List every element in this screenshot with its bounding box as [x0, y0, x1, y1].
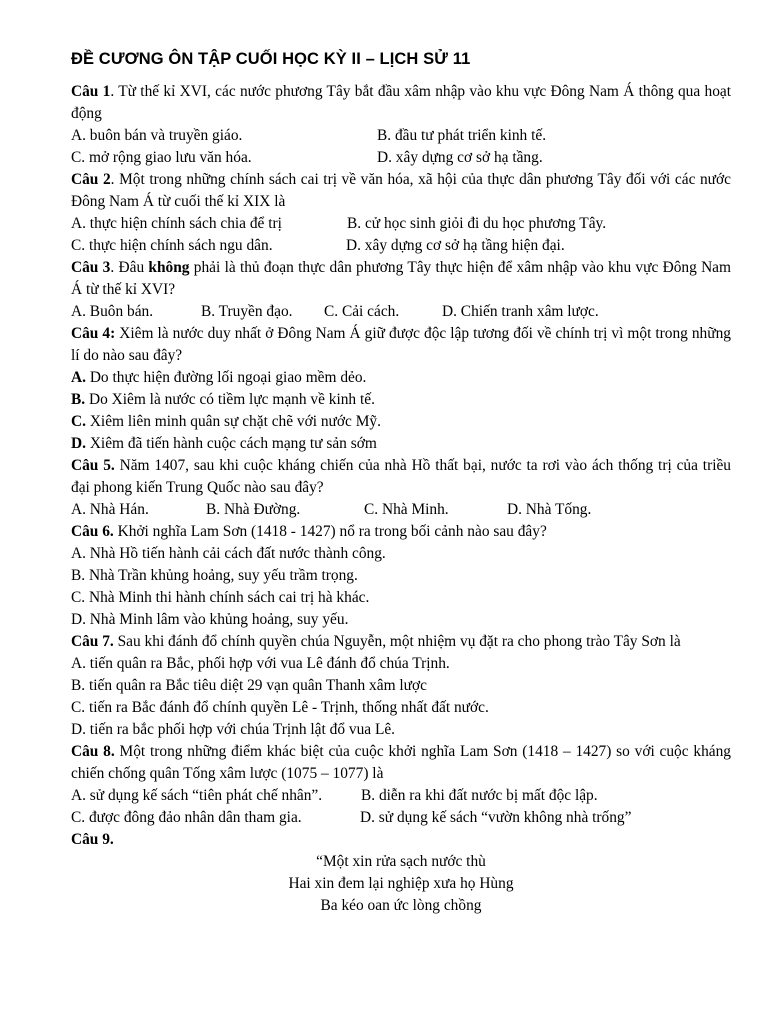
option-b: B. Nhà Đường.: [206, 501, 301, 518]
option-c: C. Nhà Minh.: [364, 501, 449, 518]
option-b: B. Truyền đạo.: [201, 303, 293, 320]
option-c: C. thực hiện chính sách ngu dân.: [71, 237, 273, 254]
question-label: Câu 8.: [71, 743, 115, 760]
question-text: Khởi nghĩa Lam Sơn (1418 - 1427) nổ ra trong bối cảnh nào sau đây?: [113, 523, 547, 540]
option-a: A. tiến quân ra Bắc, phối hợp với vua Lê đánh đổ chúa Trịnh.: [71, 655, 450, 672]
question-text-pre: . Đâu: [110, 259, 149, 276]
question-6: [71, 521, 731, 543]
option-a: A. sử dụng kế sách “tiên phát chế nhân”.: [71, 787, 323, 804]
option-c: C. được đông đảo nhân dân tham gia.: [71, 809, 302, 826]
options-row: [71, 499, 731, 521]
question-4: [71, 323, 731, 367]
option-text: Xiêm đã tiến hành cuộc cách mạng tư sản sớm: [85, 435, 377, 452]
option-c: C. Nhà Minh thi hành chính sách cai trị hà khác.: [71, 589, 370, 606]
option-d: D. Nhà Minh lâm vào khủng hoảng, suy yếu.: [71, 611, 349, 628]
options-row: [71, 235, 731, 257]
question-label: Câu 5.: [71, 457, 115, 474]
option-text: Xiêm liên minh quân sự chặt chẽ với nước Mỹ.: [85, 413, 381, 430]
question-list: [71, 81, 731, 917]
question-9: [71, 829, 731, 851]
question-label: Câu 3: [71, 259, 111, 276]
question-label: Câu 2: [71, 171, 111, 188]
question-text: Năm 1407, sau khi cuộc kháng chiến của nhà Hồ thất bại, nước ta rơi vào ách thống trị của triều đại phong kiến Trung Quốc nào sau đây?: [71, 457, 731, 496]
poem-line: Hai xin đem lại nghiệp xưa họ Hùng: [288, 875, 514, 892]
question-8: [71, 741, 731, 785]
question-label: Câu 1: [71, 83, 111, 100]
question-emphasis: không: [148, 259, 190, 276]
question-label: Câu 7.: [71, 633, 114, 650]
option-a: A. Nhà Hồ tiến hành cải cách đất nước thành công.: [71, 545, 386, 562]
option-c: [71, 411, 731, 433]
option-text: Do thực hiện đường lối ngoại giao mềm dẻo.: [85, 369, 367, 386]
option-text: Do Xiêm là nước có tiềm lực mạnh về kinh tế.: [85, 391, 375, 408]
options-row: [71, 213, 731, 235]
option-a: [71, 367, 731, 389]
question-label: Câu 6.: [71, 523, 114, 540]
option-d: D. Nhà Tống.: [507, 501, 592, 518]
option-b: B. Nhà Trần khủng hoảng, suy yếu trầm trọng.: [71, 567, 358, 584]
question-text: Một trong những điểm khác biệt của cuộc khởi nghĩa Lam Sơn (1418 – 1427) so với cuộc kháng chiến chống quân Tống xâm lược (1075 – 1077) là: [71, 743, 731, 782]
option-c: C. Cải cách.: [324, 303, 400, 320]
options-row: [71, 301, 731, 323]
option-b: B. diễn ra khi đất nước bị mất độc lập.: [361, 787, 598, 804]
option-key: C.: [71, 413, 86, 430]
document-title: ĐỀ CƯƠNG ÔN TẬP CUỐI HỌC KỲ II – LỊCH SỬ 11: [71, 50, 471, 68]
question-text: Xiêm là nước duy nhất ở Đông Nam Á giữ được độc lập tương đối về chính trị vì một trong những lí do nào sau đây?: [71, 325, 731, 364]
options-row: [71, 147, 731, 169]
question-3: [71, 257, 731, 301]
question-text: . Từ thế kỉ XVI, các nước phương Tây bắt đầu xâm nhập vào khu vực Đông Nam Á thông qua hoạt động: [71, 83, 731, 122]
option-a: A. buôn bán và truyền giáo.: [71, 127, 243, 144]
question-label: Câu 4:: [71, 325, 116, 342]
option-c: C. tiến ra Bắc đánh đổ chính quyền Lê - Trịnh, thống nhất đất nước.: [71, 699, 489, 716]
option-b: B. đầu tư phát triển kinh tế.: [377, 127, 547, 144]
option-d: D. xây dựng cơ sở hạ tầng hiện đại.: [346, 237, 565, 254]
options-row: [71, 125, 731, 147]
question-2: [71, 169, 731, 213]
option-key: B.: [71, 391, 86, 408]
option-key: D.: [71, 435, 86, 452]
option-c: C. mở rộng giao lưu văn hóa.: [71, 149, 252, 166]
question-5: [71, 455, 731, 499]
question-label: Câu 9.: [71, 831, 114, 848]
question-text: . Một trong những chính sách cai trị về văn hóa, xã hội của thực dân phương Tây đối với các nước Đông Nam Á từ cuối thế kỉ XIX là: [71, 171, 731, 210]
option-key: A.: [71, 369, 86, 386]
option-a: A. Buôn bán.: [71, 303, 154, 320]
options-row: [71, 785, 731, 807]
option-a: A. Nhà Hán.: [71, 501, 149, 518]
option-b: B. tiến quân ra Bắc tiêu diệt 29 vạn quân Thanh xâm lược: [71, 677, 427, 694]
options-row: [71, 807, 731, 829]
option-d: D. tiến ra bắc phối hợp với chúa Trịnh lật đổ vua Lê.: [71, 721, 396, 738]
poem-line: Ba kéo oan ức lòng chồng: [320, 897, 482, 914]
question-7: [71, 631, 731, 653]
option-a: A. thực hiện chính sách chia để trị: [71, 215, 282, 232]
poem-line: “Một xin rửa sạch nước thù: [316, 853, 486, 870]
option-d: D. sử dụng kế sách “vườn không nhà trống”: [360, 809, 632, 826]
option-b: [71, 389, 731, 411]
option-d: D. Chiến tranh xâm lược.: [442, 303, 599, 320]
question-text: phải là thủ đoạn thực dân phương Tây thực hiện để xâm nhập vào khu vực Đông Nam Á từ thế kỉ XVI?: [71, 259, 731, 298]
question-1: [71, 81, 731, 125]
option-d: D. xây dựng cơ sở hạ tầng.: [377, 149, 543, 166]
question-text: Sau khi đánh đổ chính quyền chúa Nguyễn, một nhiệm vụ đặt ra cho phong trào Tây Sơn là: [113, 633, 681, 650]
option-b: B. cử học sinh giỏi đi du học phương Tây.: [347, 215, 607, 232]
option-d: [71, 433, 731, 455]
